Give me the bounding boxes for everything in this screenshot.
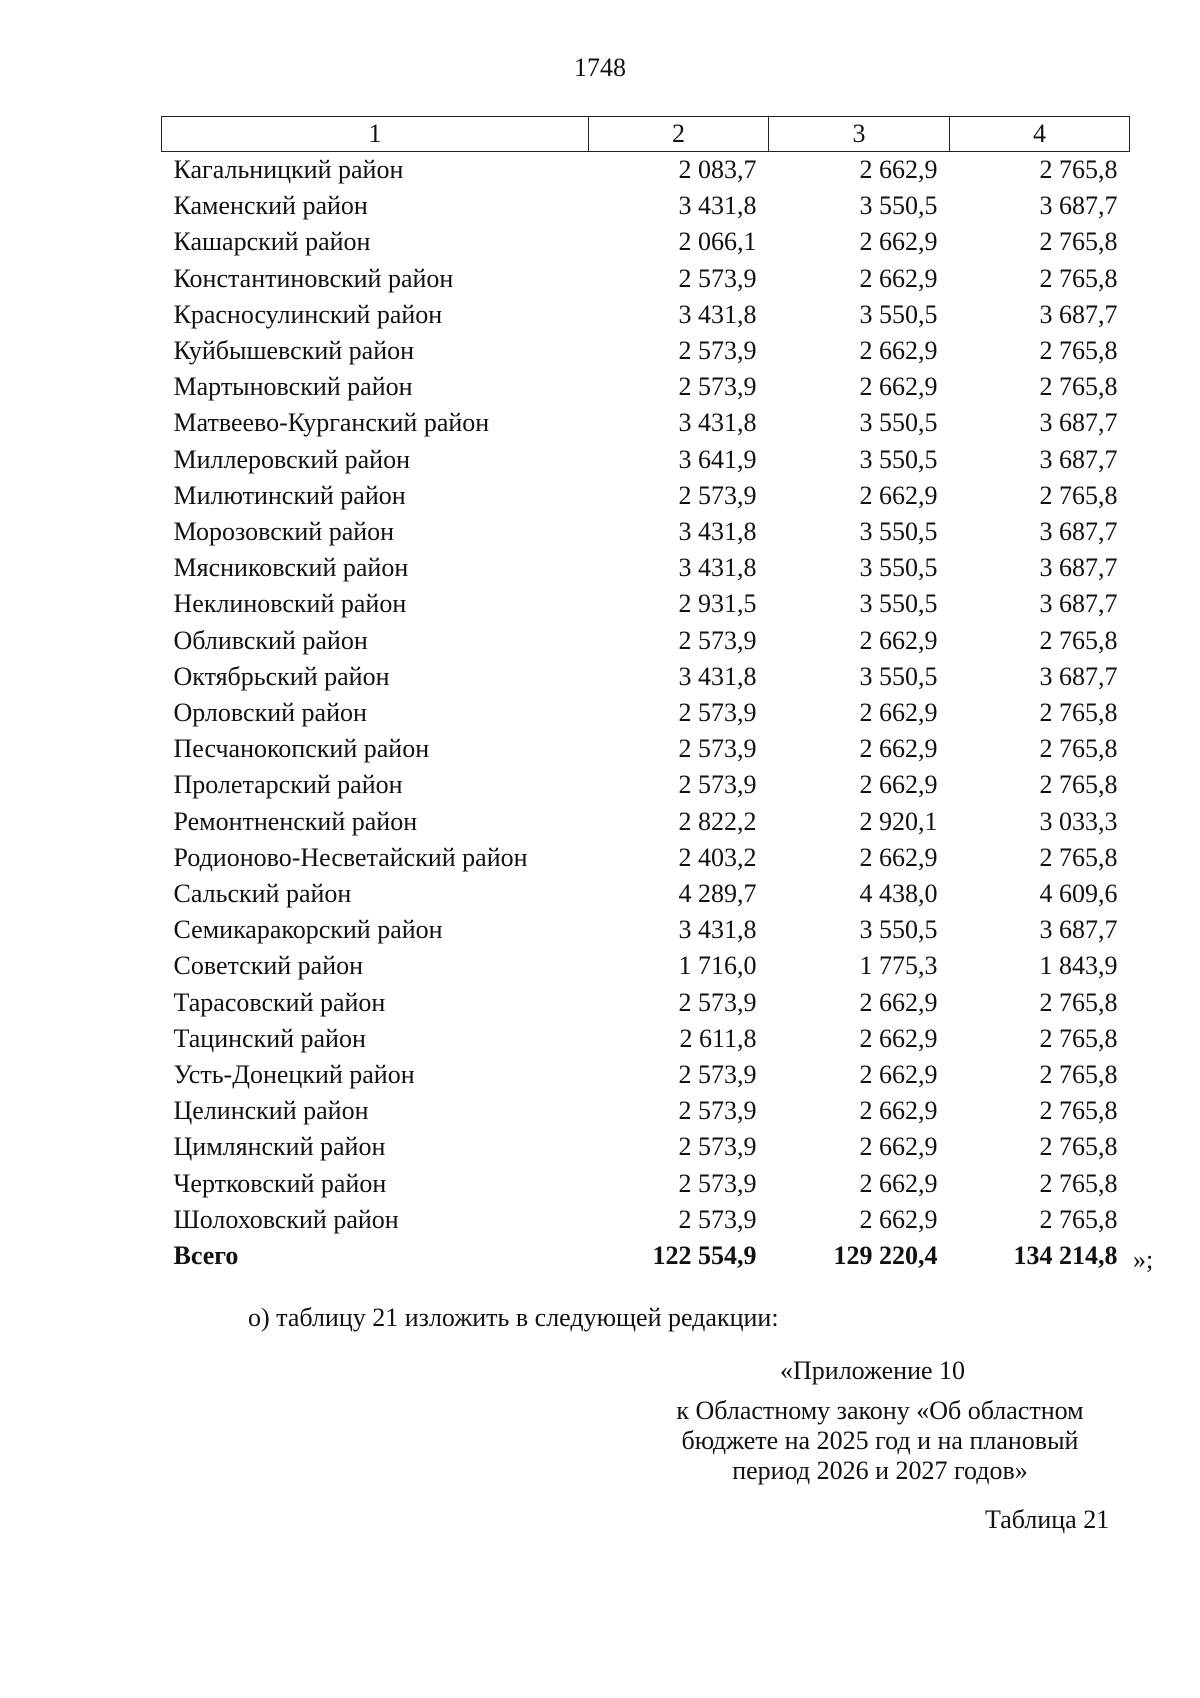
district-name-cell: Неклиновский район <box>173 589 407 619</box>
appendix-line: период 2026 и 2027 годов» <box>732 1456 1028 1485</box>
table-row <box>162 804 1130 840</box>
district-name-cell: Чертковский район <box>173 1168 387 1198</box>
value-cell-col3: 3 550,5 <box>859 517 938 547</box>
value-cell-col3: 2 662,9 <box>859 372 938 402</box>
table-row <box>162 224 1130 260</box>
value-cell-col2: 2 573,9 <box>678 1204 757 1234</box>
table-row <box>162 1021 1130 1057</box>
value-cell-col4: 2 765,8 <box>1039 227 1118 257</box>
table-header <box>162 117 1130 152</box>
table-row <box>162 767 1130 803</box>
value-cell-col3: 3 550,5 <box>859 408 938 438</box>
value-cell-col4: 2 765,8 <box>1039 987 1118 1017</box>
value-cell-col2: 2 573,9 <box>678 480 757 510</box>
value-cell-col3: 2 662,9 <box>859 698 938 728</box>
value-cell-col2: 4 289,7 <box>678 879 757 909</box>
table-row <box>162 840 1130 876</box>
value-cell-col3: 2 662,9 <box>859 734 938 764</box>
appendix-line: к Областному закону «Об областном <box>676 1396 1084 1425</box>
table-body <box>162 152 1130 1275</box>
value-cell-col3: 2 662,9 <box>859 1023 938 1053</box>
value-cell-col3: 3 550,5 <box>859 191 938 221</box>
budget-table-container <box>161 116 1129 1274</box>
instruction-text: о) таблицу 21 изложить в следующей редакции: <box>248 1303 779 1332</box>
district-name-cell: Родионово-Несветайский район <box>173 842 528 872</box>
header-row <box>162 117 1130 152</box>
district-name-cell: Каменский район <box>173 191 368 221</box>
value-cell-col2: 3 431,8 <box>678 191 757 221</box>
value-cell-col2: 3 431,8 <box>678 517 757 547</box>
value-cell-col4: 2 765,8 <box>1039 734 1118 764</box>
table-row <box>162 876 1130 912</box>
value-cell-col4: 2 765,8 <box>1039 625 1118 655</box>
value-cell-col3: 3 550,5 <box>859 915 938 945</box>
table-row <box>162 731 1130 767</box>
value-cell-col3: 3 550,5 <box>859 553 938 583</box>
value-cell-col3: 2 662,9 <box>859 770 938 800</box>
value-cell-col4: 2 765,8 <box>1039 1023 1118 1053</box>
value-cell-col4: 4 609,6 <box>1039 879 1118 909</box>
value-cell-col2: 2 573,9 <box>678 1168 757 1198</box>
value-cell-col2: 2 573,9 <box>678 263 757 293</box>
value-cell-col3: 4 438,0 <box>859 879 938 909</box>
value-cell-col2: 2 822,2 <box>678 806 757 836</box>
value-cell-col2: 2 403,2 <box>678 842 757 872</box>
district-name-cell: Кагальницкий район <box>173 155 404 184</box>
table-row <box>162 1166 1130 1202</box>
district-name-cell: Советский район <box>173 951 364 981</box>
table-row <box>162 152 1130 189</box>
value-cell-col3: 3 550,5 <box>859 589 938 619</box>
value-cell-col3: 1 775,3 <box>859 951 938 981</box>
value-cell-col2: 2 066,1 <box>678 227 757 257</box>
district-name-cell: Шолоховский район <box>173 1204 399 1234</box>
header-cell-4: 4 <box>950 117 1130 152</box>
district-name-cell: Морозовский район <box>173 517 395 547</box>
table-row <box>162 985 1130 1021</box>
value-cell-col4: 2 765,8 <box>1039 770 1118 800</box>
district-name-cell: Куйбышевский район <box>173 336 415 366</box>
page-number: 1748 <box>574 53 626 82</box>
value-cell-col4: 2 765,8 <box>1039 1132 1118 1162</box>
value-cell-col3: 2 662,9 <box>859 1168 938 1198</box>
total-value-col4: 134 214,8 <box>1013 1241 1118 1271</box>
value-cell-col4: 2 765,8 <box>1039 1168 1118 1198</box>
total-value-col2: 122 554,9 <box>652 1241 757 1271</box>
value-cell-col3: 2 662,9 <box>859 155 938 184</box>
value-cell-col4: 1 843,9 <box>1039 951 1118 981</box>
value-cell-col4: 3 687,7 <box>1039 553 1118 583</box>
value-cell-col4: 2 765,8 <box>1039 372 1118 402</box>
value-cell-col2: 3 431,8 <box>678 661 757 691</box>
value-cell-col4: 2 765,8 <box>1039 263 1118 293</box>
value-cell-col2: 2 573,9 <box>678 1132 757 1162</box>
value-cell-col2: 3 641,9 <box>678 444 757 474</box>
appendix-title: «Приложение 10 <box>780 1356 966 1385</box>
district-name-cell: Октябрьский район <box>173 661 390 691</box>
value-cell-col3: 2 662,9 <box>859 987 938 1017</box>
table-row <box>162 586 1130 622</box>
value-cell-col2: 2 573,9 <box>678 372 757 402</box>
table-row <box>162 550 1130 586</box>
table-row <box>162 912 1130 948</box>
value-cell-col2: 2 931,5 <box>678 589 757 619</box>
value-cell-col3: 2 662,9 <box>859 227 938 257</box>
district-name-cell: Милютинский район <box>173 480 406 510</box>
table-row <box>162 1093 1130 1129</box>
header-cell-2: 2 <box>589 117 769 152</box>
value-cell-col4: 2 765,8 <box>1039 480 1118 510</box>
value-cell-col3: 2 920,1 <box>859 806 938 836</box>
value-cell-col2: 2 573,9 <box>678 698 757 728</box>
value-cell-col3: 2 662,9 <box>859 1096 938 1126</box>
value-cell-col3: 2 662,9 <box>859 263 938 293</box>
table-row <box>162 478 1130 514</box>
value-cell-col4: 2 765,8 <box>1039 698 1118 728</box>
value-cell-col3: 3 550,5 <box>859 661 938 691</box>
table-row <box>162 261 1130 297</box>
value-cell-col4: 2 765,8 <box>1039 336 1118 366</box>
district-name-cell: Цимлянский район <box>173 1132 386 1162</box>
table-row <box>162 623 1130 659</box>
district-name-cell: Песчанокопский район <box>173 734 430 764</box>
table-row <box>162 514 1130 550</box>
value-cell-col2: 1 716,0 <box>678 951 757 981</box>
district-name-cell: Тарасовский район <box>173 987 386 1017</box>
appendix-line: бюджете на 2025 год и на плановый <box>681 1426 1079 1455</box>
value-cell-col3: 2 662,9 <box>859 625 938 655</box>
table-row <box>162 1129 1130 1165</box>
value-cell-col2: 2 573,9 <box>678 625 757 655</box>
value-cell-col2: 3 431,8 <box>678 299 757 329</box>
value-cell-col2: 3 431,8 <box>678 553 757 583</box>
table-row <box>162 188 1130 224</box>
value-cell-col4: 3 687,7 <box>1039 517 1118 547</box>
budget-table <box>161 116 1130 1274</box>
table-row <box>162 333 1130 369</box>
closing-quote-mark: »; <box>1133 1245 1154 1274</box>
district-name-cell: Обливский район <box>173 625 368 655</box>
value-cell-col2: 2 083,7 <box>678 155 757 184</box>
value-cell-col4: 3 687,7 <box>1039 589 1118 619</box>
district-name-cell: Ремонтненский район <box>173 806 418 836</box>
value-cell-col2: 2 573,9 <box>678 734 757 764</box>
value-cell-col2: 2 573,9 <box>678 1096 757 1126</box>
value-cell-col4: 3 033,3 <box>1039 806 1118 836</box>
value-cell-col2: 3 431,8 <box>678 915 757 945</box>
value-cell-col2: 2 573,9 <box>678 1060 757 1090</box>
value-cell-col2: 2 573,9 <box>678 336 757 366</box>
value-cell-col4: 3 687,7 <box>1039 299 1118 329</box>
value-cell-col3: 2 662,9 <box>859 842 938 872</box>
total-value-col3: 129 220,4 <box>833 1241 938 1271</box>
value-cell-col4: 3 687,7 <box>1039 915 1118 945</box>
value-cell-col3: 2 662,9 <box>859 336 938 366</box>
district-name-cell: Матвеево-Курганский район <box>173 408 490 438</box>
district-name-cell: Миллеровский район <box>173 444 411 474</box>
value-cell-col4: 2 765,8 <box>1039 1096 1118 1126</box>
appendix-reference <box>620 1396 1140 1486</box>
value-cell-col4: 2 765,8 <box>1039 842 1118 872</box>
value-cell-col4: 2 765,8 <box>1039 1060 1118 1090</box>
district-name-cell: Целинский район <box>173 1096 369 1126</box>
district-name-cell: Орловский район <box>173 698 367 728</box>
value-cell-col3: 2 662,9 <box>859 480 938 510</box>
value-cell-col3: 2 662,9 <box>859 1132 938 1162</box>
value-cell-col4: 3 687,7 <box>1039 191 1118 221</box>
value-cell-col4: 3 687,7 <box>1039 408 1118 438</box>
value-cell-col4: 3 687,7 <box>1039 444 1118 474</box>
district-name-cell: Кашарский район <box>173 227 371 257</box>
total-label-cell: Всего <box>173 1241 239 1271</box>
district-name-cell: Мясниковский район <box>173 553 409 583</box>
value-cell-col3: 3 550,5 <box>859 444 938 474</box>
value-cell-col2: 2 573,9 <box>678 987 757 1017</box>
table-row <box>162 948 1130 984</box>
table-row <box>162 659 1130 695</box>
value-cell-col3: 3 550,5 <box>859 299 938 329</box>
total-row <box>162 1238 1130 1274</box>
value-cell-col4: 2 765,8 <box>1039 1204 1118 1234</box>
value-cell-col4: 2 765,8 <box>1039 155 1118 184</box>
table-row <box>162 297 1130 333</box>
table-row <box>162 369 1130 405</box>
district-name-cell: Красносулинский район <box>173 299 443 329</box>
header-cell-1: 1 <box>162 117 589 152</box>
value-cell-col2: 3 431,8 <box>678 408 757 438</box>
value-cell-col3: 2 662,9 <box>859 1060 938 1090</box>
table-row <box>162 1202 1130 1238</box>
table-row <box>162 405 1130 441</box>
value-cell-col2: 2 573,9 <box>678 770 757 800</box>
table-row <box>162 442 1130 478</box>
district-name-cell: Константиновский район <box>173 263 454 293</box>
value-cell-col4: 3 687,7 <box>1039 661 1118 691</box>
district-name-cell: Сальский район <box>173 879 352 909</box>
table-label: Таблица 21 <box>985 1505 1110 1534</box>
district-name-cell: Семикаракорский район <box>173 915 443 945</box>
district-name-cell: Мартыновский район <box>173 372 413 402</box>
district-name-cell: Тацинский район <box>173 1023 366 1053</box>
value-cell-col2: 2 611,8 <box>679 1023 757 1053</box>
district-name-cell: Пролетарский район <box>173 770 403 800</box>
header-cell-3: 3 <box>769 117 950 152</box>
table-row <box>162 1057 1130 1093</box>
value-cell-col3: 2 662,9 <box>859 1204 938 1234</box>
table-row <box>162 695 1130 731</box>
district-name-cell: Усть-Донецкий район <box>173 1060 415 1090</box>
